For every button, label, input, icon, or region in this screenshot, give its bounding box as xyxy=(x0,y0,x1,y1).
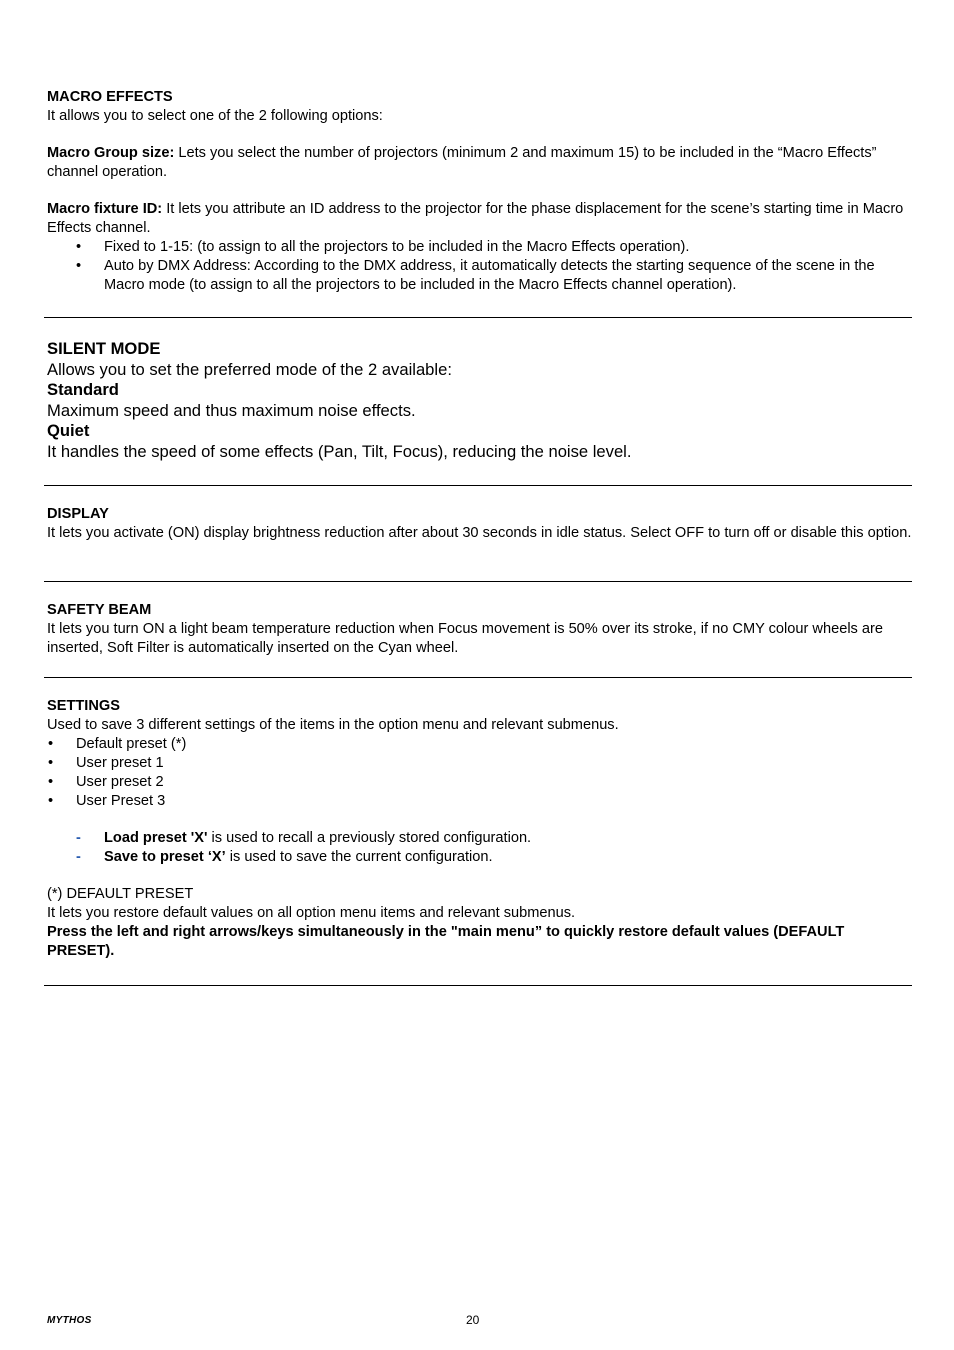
section-intro: Allows you to set the preferred mode of the 2 available: xyxy=(47,359,452,379)
action-label: Load preset 'X' xyxy=(104,830,208,846)
display-section xyxy=(47,505,912,543)
list-item xyxy=(47,829,912,848)
section-text: It lets you activate (ON) display brightness reduction after about 30 seconds in idle status. Select OFF to turn off or disable this option. xyxy=(47,525,912,541)
list-item xyxy=(47,735,912,754)
term-text: Lets you select the number of projectors (minimum 2 and maximum 15) to be included in the “Macro Effects” channel operation. xyxy=(47,145,877,180)
divider xyxy=(44,581,912,582)
macro-effects-section xyxy=(47,88,912,295)
section-heading: SILENT MODE xyxy=(47,339,161,358)
dash-icon: - xyxy=(76,830,81,846)
default-preset-heading: (*) DEFAULT PRESET xyxy=(47,886,194,902)
divider xyxy=(44,317,912,318)
preset-action-list xyxy=(47,829,912,867)
list-item-text: Auto by DMX Address: According to the DMX address, it automatically detects the starting sequence of the scene in the Macro mode (to assign to all the projectors to be included in the Macro Effects channel operation). xyxy=(104,258,875,293)
page-number: 20 xyxy=(466,1313,480,1327)
term-label: Macro fixture ID: xyxy=(47,201,163,217)
list-item xyxy=(47,754,912,773)
section-intro: It allows you to select one of the 2 following options: xyxy=(47,108,383,124)
action-label: Save to preset ‘X’ xyxy=(104,849,226,865)
settings-section xyxy=(47,697,912,961)
list-item-text: User Preset 3 xyxy=(76,793,166,809)
list-item-text: Fixed to 1-15: (to assign to all the projectors to be included in the Macro Effects operation). xyxy=(104,239,690,255)
list-item-text: Default preset (*) xyxy=(76,736,187,752)
action-text: is used to recall a previously stored configuration. xyxy=(207,830,532,846)
list-item xyxy=(47,238,912,257)
preset-list xyxy=(47,735,912,811)
bullet-icon: • xyxy=(76,239,82,255)
list-item xyxy=(47,773,912,792)
bullet-list xyxy=(47,238,912,295)
term-label: Macro Group size: xyxy=(47,145,175,161)
default-preset-text: It lets you restore default values on all option menu items and relevant submenus. xyxy=(47,905,576,921)
term-text: It lets you attribute an ID address to the projector for the phase displacement for the scene’s starting time in Macro Effects channel. xyxy=(47,201,904,236)
bullet-icon: • xyxy=(48,736,54,752)
macro-group-paragraph xyxy=(47,144,912,182)
action-text: is used to save the current configuration. xyxy=(225,849,493,865)
dash-icon: - xyxy=(76,849,81,865)
list-item xyxy=(47,848,912,867)
footer-brand: MYTHOS xyxy=(47,1315,92,1326)
option-text: Maximum speed and thus maximum noise effects. xyxy=(47,400,416,420)
section-heading: DISPLAY xyxy=(47,506,109,522)
section-intro: Used to save 3 different settings of the items in the option menu and relevant submenus. xyxy=(47,717,619,733)
divider xyxy=(44,677,912,678)
section-heading: SETTINGS xyxy=(47,698,120,714)
list-item-text: User preset 2 xyxy=(76,774,164,790)
bullet-icon: • xyxy=(76,258,82,274)
silent-mode-section xyxy=(47,339,912,462)
section-text: It lets you turn ON a light beam temperature reduction when Focus movement is 50% over its stroke, if no CMY colour wheels are inserted, Soft Filter is automatically inserted on the Cyan wheel. xyxy=(47,621,884,656)
macro-fixture-paragraph xyxy=(47,200,912,238)
bullet-icon: • xyxy=(48,793,54,809)
section-heading: SAFETY BEAM xyxy=(47,602,152,618)
option-label: Quiet xyxy=(47,421,90,440)
default-preset-note: Press the left and right arrows/keys simultaneously in the "main menu” to quickly restore default values (DEFAULT PRESET). xyxy=(47,924,845,959)
section-heading: MACRO EFFECTS xyxy=(47,89,173,105)
safety-beam-section xyxy=(47,601,912,658)
list-item xyxy=(47,792,912,811)
list-item-text: User preset 1 xyxy=(76,755,164,771)
bullet-icon: • xyxy=(48,755,54,771)
option-text: It handles the speed of some effects (Pan, Tilt, Focus), reducing the noise level. xyxy=(47,441,632,461)
bullet-icon: • xyxy=(48,774,54,790)
option-label: Standard xyxy=(47,380,119,399)
divider xyxy=(44,485,912,486)
divider xyxy=(44,985,912,986)
list-item xyxy=(47,257,912,295)
